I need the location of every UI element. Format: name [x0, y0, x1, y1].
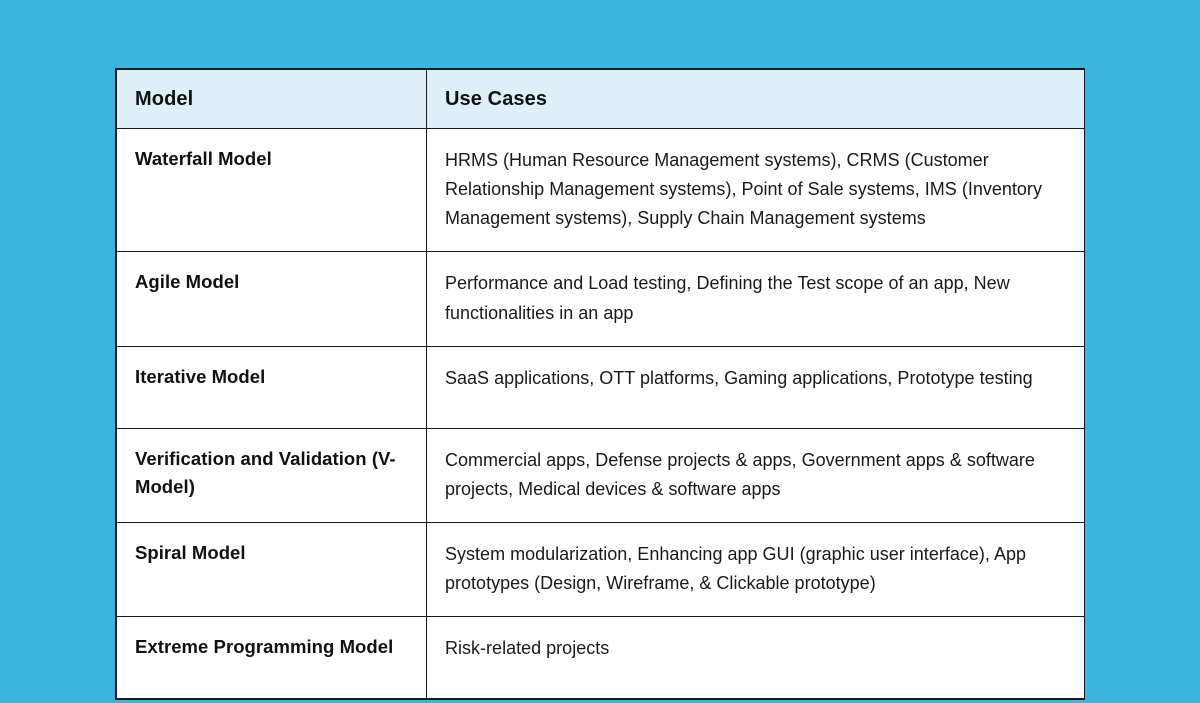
column-header-model: Model	[117, 70, 427, 129]
cell-use-cases: SaaS applications, OTT platforms, Gaming applications, Prototype testing	[427, 346, 1085, 428]
cell-use-cases: Commercial apps, Defense projects & apps, Government apps & software projects, Medical devices & software apps	[427, 428, 1085, 522]
table-row	[117, 129, 1085, 252]
cell-use-cases: Risk-related projects	[427, 617, 1085, 699]
cell-use-cases: HRMS (Human Resource Management systems), CRMS (Customer Relationship Management systems), Point of Sale systems, IMS (Inventory Management systems), Supply Chain Management systems	[427, 129, 1085, 252]
cell-model: Agile Model	[117, 252, 427, 346]
table-row	[117, 523, 1085, 617]
cell-use-cases: Performance and Load testing, Defining the Test scope of an app, New functionalities in an app	[427, 252, 1085, 346]
table-row	[117, 617, 1085, 699]
table-row	[117, 428, 1085, 522]
cell-use-cases: System modularization, Enhancing app GUI (graphic user interface), App prototypes (Design, Wireframe, & Clickable prototype)	[427, 523, 1085, 617]
table-row	[117, 252, 1085, 346]
table-body	[117, 129, 1085, 699]
cell-model: Waterfall Model	[117, 129, 427, 252]
table-row	[117, 346, 1085, 428]
models-use-cases-table	[116, 69, 1085, 699]
table-header-row	[117, 70, 1085, 129]
models-table-container	[115, 68, 1085, 700]
cell-model: Spiral Model	[117, 523, 427, 617]
column-header-use-cases: Use Cases	[427, 70, 1085, 129]
cell-model: Verification and Validation (V-Model)	[117, 428, 427, 522]
cell-model: Iterative Model	[117, 346, 427, 428]
table-header	[117, 70, 1085, 129]
cell-model: Extreme Programming Model	[117, 617, 427, 699]
